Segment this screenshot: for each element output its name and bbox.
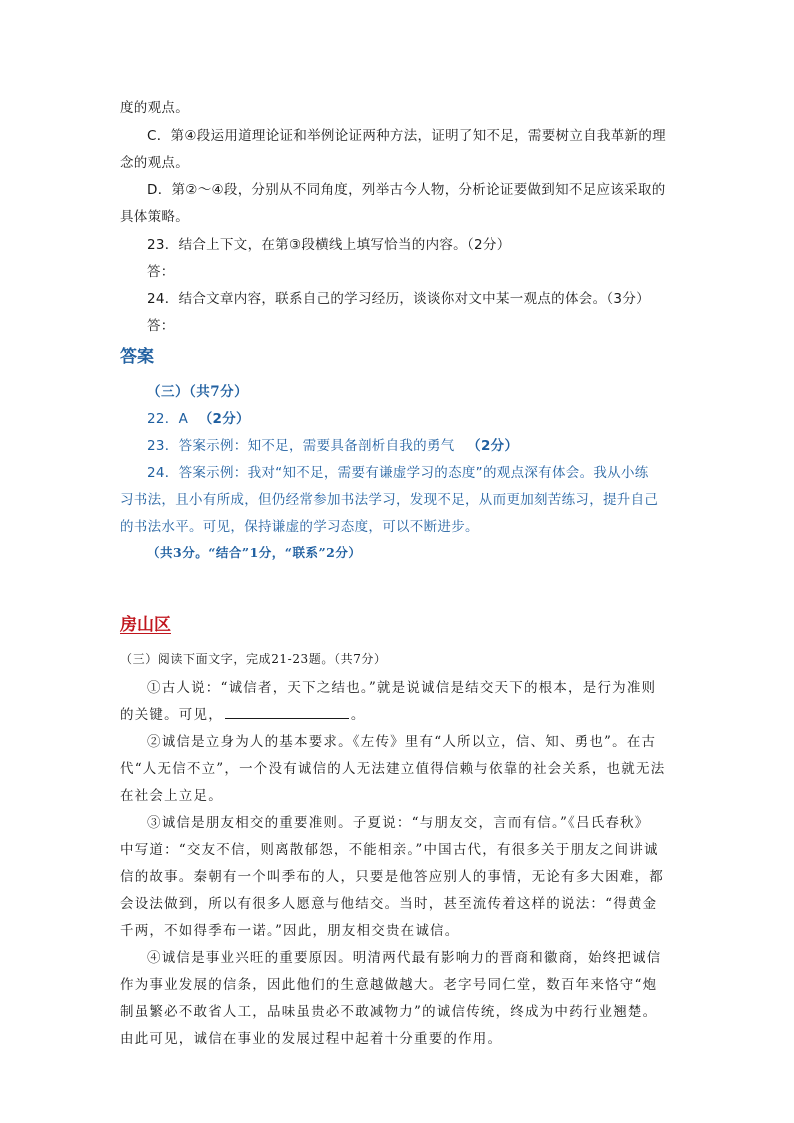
- paragraph-3-line2: 中写道：“交友不信，则离散郁怨，不能相亲。”中国古代，有很多关于朋友之间讲诚: [120, 842, 659, 858]
- option-d-line1: D．第②～④段，分别从不同角度，列举古今人物，分析论证要做到知不足应该采取的: [147, 182, 666, 198]
- paragraph-4-line2: 作为事业发展的信条，因此他们的生意越做越大。老字号同仁堂，数百年来恪守“炮: [120, 977, 658, 993]
- paragraph-2-line2: 代“人无信不立”，一个没有诚信的人无法建立值得信赖与依靠的社会关系，也就无法: [120, 761, 666, 777]
- answer-22: [147, 407, 250, 427]
- paragraph-3-line3: 信的故事。秦朝有一个叫季布的人，只要是他答应别人的事情，无论有多大困难，都: [120, 869, 664, 885]
- option-c-line1: C．第④段运用道理论证和举例论证两种方法，证明了知不足，需要树立自我革新的理: [147, 128, 666, 144]
- answer-24-line1: 24．答案示例：我对“知不足，需要有谦虚学习的态度”的观点深有体会。我从小练: [147, 465, 649, 481]
- district-heading: 房山区: [120, 615, 171, 635]
- paragraph-4-line4: 由此可见，诚信在事业的发展过程中起着十分重要的作用。: [120, 1031, 503, 1047]
- paragraph-3-line1: ③诚信是朋友相交的重要准则。子夏说：“与朋友交，言而有信。”《吕氏春秋》: [147, 815, 650, 831]
- answer-24-score: （共3分。“结合”1分，“联系”2分）: [147, 545, 362, 560]
- option-c-line2: 念的观点。: [120, 155, 189, 171]
- fill-in-blank[interactable]: [225, 706, 349, 719]
- answer-24-line2: 习书法，且小有所成，但仍经常参加书法学习，发现不足，从而更加刻苦练习，提升自己: [120, 492, 659, 508]
- paragraph-4-line3: 制虽繁必不敢省人工，品味虽贵必不敢减物力”的诚信传统，终成为中药行业翘楚。: [120, 1004, 658, 1020]
- option-d-line2: 具体策略。: [120, 209, 189, 225]
- answer-23: [147, 434, 518, 454]
- paragraph-1-line2: [120, 703, 366, 723]
- paragraph-1-line1: ①古人说：“诚信者，天下之结也。”就是说诚信是结交天下的根本，是行为准则: [147, 680, 657, 696]
- paragraph-1-line2-text: 的关键。可见，: [120, 707, 223, 723]
- text-line-viewpoint-end: 度的观点。: [120, 100, 189, 116]
- paragraph-3-line5: 千两，不如得季布一诺。”因此，朋友相交贵在诚信。: [120, 923, 460, 939]
- answer-22-text: 22．A: [147, 411, 189, 427]
- paragraph-1-line2-end: 。: [350, 707, 366, 723]
- answers-heading: 答案: [120, 347, 154, 367]
- question-23: 23．结合上下文，在第③段横线上填写恰当的内容。（2分）: [147, 237, 511, 253]
- paragraph-2-line3: 在社会上立足。: [120, 788, 223, 804]
- paragraph-2-line1: ②诚信是立身为人的基本要求。《左传》里有“人所以立，信、知、勇也”。在古: [147, 734, 657, 750]
- answers-section-score: （三）（共7分）: [147, 384, 249, 400]
- paragraph-3-line4: 会设法做到，所以有很多人愿意与他结交。当时，甚至流传着这样的说法：“得黄金: [120, 896, 658, 912]
- reading-intro: （三）阅读下面文字，完成21-23题。（共7分）: [120, 652, 387, 666]
- answer-label-23: 答：: [147, 264, 175, 280]
- answer-22-score: （2分）: [198, 411, 250, 427]
- answer-24-line3: 的书法水平。可见，保持谦虚的学习态度，可以不断进步。: [120, 519, 479, 535]
- answer-23-score: （2分）: [467, 438, 519, 454]
- answer-label-24: 答：: [147, 318, 175, 334]
- question-24: 24．结合文章内容，联系自己的学习经历，谈谈你对文中某一观点的体会。（3分）: [147, 291, 650, 307]
- answer-23-text: 23．答案示例：知不足，需要具备剖析自我的勇气: [147, 438, 455, 454]
- paragraph-4-line1: ④诚信是事业兴旺的重要原因。明清两代最有影响力的晋商和徽商，始终把诚信: [147, 950, 662, 966]
